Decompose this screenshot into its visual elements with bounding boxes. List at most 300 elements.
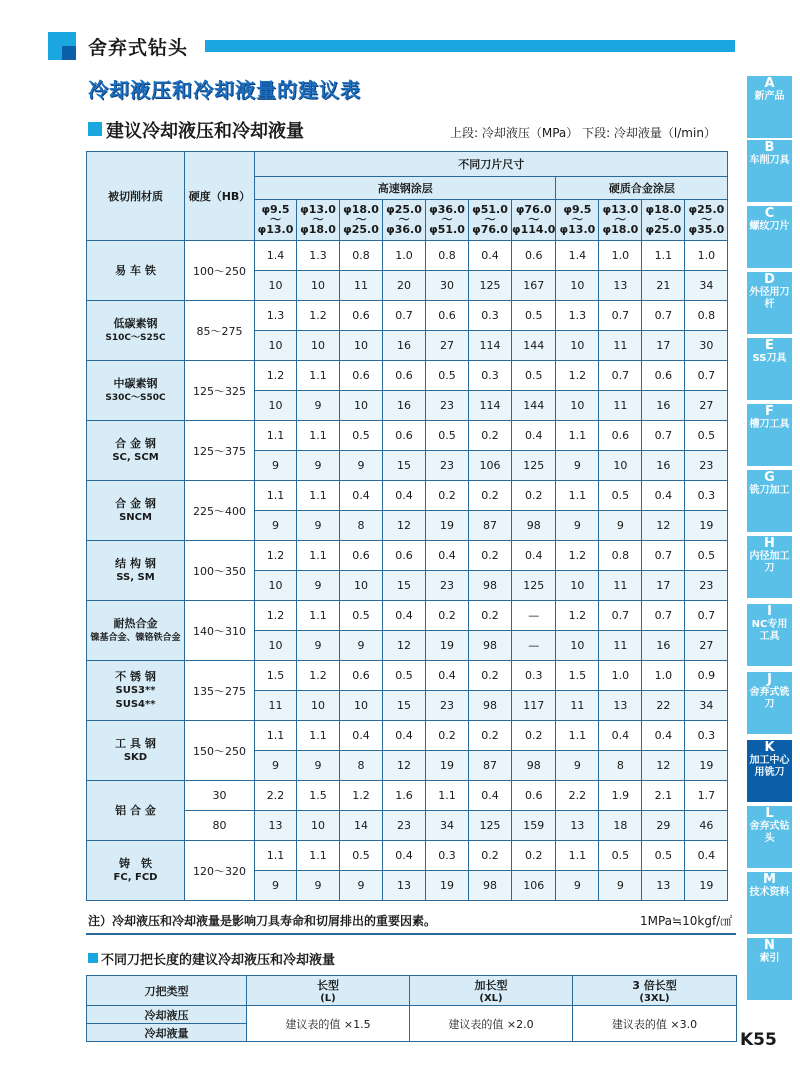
volume-value: 27: [426, 331, 469, 361]
pressure-value: 0.6: [383, 541, 426, 571]
volume-value: 98: [469, 571, 512, 601]
volume-value: 13: [556, 811, 599, 841]
volume-value: 10: [340, 691, 383, 721]
hardness-value: 225～400: [185, 481, 255, 541]
volume-value: 16: [383, 331, 426, 361]
hardness-value: 135～275: [185, 661, 255, 721]
header-diameter-range: φ18.0 ～ φ25.0: [340, 200, 383, 241]
pressure-value: 0.2: [469, 541, 512, 571]
volume-value: 20: [383, 271, 426, 301]
volume-value: 29: [642, 811, 685, 841]
volume-value: 14: [340, 811, 383, 841]
pressure-value: 0.5: [340, 841, 383, 871]
pressure-value: 1.2: [556, 361, 599, 391]
sidebar-tab-letter: D: [764, 272, 775, 287]
value-triple-long: 建议表的值 ×3.0: [573, 1006, 737, 1042]
pressure-value: 0.2: [426, 481, 469, 511]
volume-value: 9: [599, 871, 642, 901]
pressure-value: 0.4: [383, 721, 426, 751]
pressure-value: 0.6: [426, 301, 469, 331]
volume-value: 159: [512, 811, 556, 841]
pressure-value: 1.6: [383, 781, 426, 811]
material-name: 铸 铁 FC, FCD: [87, 841, 185, 901]
sidebar-tab[interactable]: [747, 404, 792, 466]
sidebar-tab[interactable]: [747, 206, 792, 268]
volume-value: 125: [469, 811, 512, 841]
pressure-value: 1.1: [297, 721, 340, 751]
volume-value: 9: [297, 571, 340, 601]
sidebar-tab[interactable]: [747, 470, 792, 532]
volume-value: 9: [297, 391, 340, 421]
volume-value: 10: [255, 271, 297, 301]
pressure-value: 1.1: [255, 721, 297, 751]
pressure-value: 1.2: [255, 601, 297, 631]
pressure-value: 0.4: [642, 721, 685, 751]
hardness-value: 85～275: [185, 301, 255, 361]
volume-value: 9: [556, 451, 599, 481]
pressure-value: 0.4: [512, 421, 556, 451]
volume-value: 19: [426, 871, 469, 901]
sidebar-tab-letter: H: [764, 536, 775, 551]
pressure-value: 0.6: [512, 241, 556, 271]
pressure-value: 0.5: [642, 841, 685, 871]
pressure-value: 0.4: [469, 241, 512, 271]
pressure-value: 1.1: [297, 601, 340, 631]
material-name: 合 金 钢 SC, SCM: [87, 421, 185, 481]
sidebar-tab[interactable]: [747, 140, 792, 202]
volume-value: 114: [469, 391, 512, 421]
header-holder-type: 刀把类型: [87, 976, 247, 1006]
volume-value: 9: [556, 751, 599, 781]
row-coolant-pressure: 冷却液压: [87, 1006, 247, 1024]
pressure-value: 1.2: [255, 541, 297, 571]
material-name: 低碳素钢 S10C～S25C: [87, 301, 185, 361]
volume-value: 34: [426, 811, 469, 841]
header-diameter-range: φ13.0 ～ φ18.0: [599, 200, 642, 241]
pressure-value: 0.3: [469, 301, 512, 331]
pressure-value: 0.5: [426, 361, 469, 391]
sidebar-tab-label: 技术资料: [749, 887, 790, 898]
volume-value: 10: [556, 631, 599, 661]
pressure-value: 0.5: [512, 301, 556, 331]
volume-value: 12: [383, 631, 426, 661]
sidebar-tab[interactable]: [747, 872, 792, 934]
header-extra-long: 加长型 (XL): [410, 976, 573, 1006]
pressure-value: 0.7: [642, 421, 685, 451]
header-insert-size: 不同刀片尺寸: [255, 152, 728, 177]
sidebar-tab-label: 舍弃式铣刀: [749, 687, 790, 710]
volume-value: 15: [383, 571, 426, 601]
volume-value: 87: [469, 511, 512, 541]
pressure-value: 0.6: [340, 301, 383, 331]
volume-value: 30: [426, 271, 469, 301]
coolant-table: [86, 151, 728, 901]
material-name: 易 车 铁: [87, 241, 185, 301]
volume-value: 10: [556, 391, 599, 421]
pressure-value: 1.5: [297, 781, 340, 811]
volume-value: 13: [255, 811, 297, 841]
pressure-value: 1.7: [685, 781, 728, 811]
pressure-value: 1.0: [599, 661, 642, 691]
material-name: 不 锈 钢 SUS3** SUS4**: [87, 661, 185, 721]
pressure-value: 0.5: [685, 541, 728, 571]
pressure-value: 0.4: [340, 721, 383, 751]
page-title: 舍弃式钻头: [88, 37, 189, 59]
section2-title: 不同刀把长度的建议冷却液压和冷却液量: [101, 953, 336, 968]
sidebar-tab[interactable]: [747, 76, 792, 138]
volume-value: 10: [340, 331, 383, 361]
pressure-value: 0.2: [512, 841, 556, 871]
pressure-value: 0.6: [383, 361, 426, 391]
material-name: 结 构 钢 SS, SM: [87, 541, 185, 601]
header-diameter-range: φ76.0 ～ φ114.0: [512, 200, 556, 241]
sidebar-tab[interactable]: [747, 672, 792, 734]
material-name: 合 金 钢 SNCM: [87, 481, 185, 541]
pressure-value: 0.2: [512, 481, 556, 511]
header-diameter-range: φ18.0 ～ φ25.0: [642, 200, 685, 241]
pressure-value: 0.9: [685, 661, 728, 691]
pressure-value: 0.4: [642, 481, 685, 511]
pressure-value: 1.0: [383, 241, 426, 271]
pressure-value: 0.8: [426, 241, 469, 271]
pressure-value: 0.6: [340, 661, 383, 691]
volume-value: 10: [599, 451, 642, 481]
volume-value: 16: [642, 391, 685, 421]
pressure-value: 1.2: [340, 781, 383, 811]
sidebar-tab[interactable]: [747, 806, 792, 868]
volume-value: 10: [255, 331, 297, 361]
pressure-value: 1.3: [556, 301, 599, 331]
material-name: 中碳素钢 S30C～S50C: [87, 361, 185, 421]
volume-value: 9: [297, 511, 340, 541]
pressure-value: 0.4: [426, 661, 469, 691]
pressure-value: 1.2: [297, 301, 340, 331]
divider: [86, 933, 736, 935]
header-material: 被切削材质: [87, 152, 185, 241]
volume-value: 17: [642, 571, 685, 601]
volume-value: 22: [642, 691, 685, 721]
pressure-value: 0.4: [340, 481, 383, 511]
volume-value: 9: [297, 871, 340, 901]
material-name: 铝 合 金: [87, 781, 185, 841]
pressure-value: 2.2: [255, 781, 297, 811]
pressure-value: 0.5: [685, 421, 728, 451]
sidebar-tab-letter: N: [764, 938, 775, 953]
volume-value: 30: [685, 331, 728, 361]
volume-value: 16: [642, 631, 685, 661]
volume-value: 19: [426, 511, 469, 541]
pressure-value: 1.9: [599, 781, 642, 811]
pressure-value: 0.7: [685, 601, 728, 631]
pressure-value: 0.4: [512, 541, 556, 571]
volume-value: 9: [297, 751, 340, 781]
sidebar-tab-letter: J: [767, 672, 772, 687]
volume-value: 10: [255, 571, 297, 601]
volume-value: 106: [512, 871, 556, 901]
sidebar-tab-letter: I: [767, 604, 772, 619]
volume-value: 46: [685, 811, 728, 841]
sidebar-tab-letter: G: [764, 470, 775, 485]
hardness-value: 120～320: [185, 841, 255, 901]
sidebar-tab[interactable]: [747, 938, 792, 1000]
volume-value: 10: [340, 391, 383, 421]
volume-value: 19: [685, 871, 728, 901]
hardness-value: 125～375: [185, 421, 255, 481]
header-hardness: 硬度（HB）: [185, 152, 255, 241]
pressure-value: 0.5: [599, 841, 642, 871]
volume-value: 13: [599, 271, 642, 301]
sidebar-tab[interactable]: [747, 272, 792, 334]
pressure-value: 0.3: [426, 841, 469, 871]
pressure-value: 1.3: [255, 301, 297, 331]
header-diameter-range: φ13.0 ～ φ18.0: [297, 200, 340, 241]
sidebar-tab[interactable]: [747, 604, 792, 666]
pressure-value: 0.5: [340, 421, 383, 451]
pressure-value: 0.2: [469, 661, 512, 691]
volume-value: 8: [599, 751, 642, 781]
volume-value: 19: [685, 751, 728, 781]
pressure-value: 1.5: [556, 661, 599, 691]
pressure-value: 0.2: [469, 601, 512, 631]
sidebar-tab-label: 铣刀加工: [749, 485, 790, 496]
header-diameter-range: φ51.0 ～ φ76.0: [469, 200, 512, 241]
material-name: 工 具 钢 SKD: [87, 721, 185, 781]
pressure-value: 1.4: [556, 241, 599, 271]
pressure-value: 1.1: [426, 781, 469, 811]
pressure-value: 0.7: [685, 361, 728, 391]
volume-value: 117: [512, 691, 556, 721]
row-coolant-volume: 冷却液量: [87, 1024, 247, 1042]
volume-value: 16: [642, 451, 685, 481]
volume-value: 10: [297, 691, 340, 721]
pressure-value: 0.6: [599, 421, 642, 451]
volume-value: 9: [297, 451, 340, 481]
sidebar-tab-letter: F: [765, 404, 774, 419]
pressure-value: 0.2: [469, 481, 512, 511]
pressure-value: 1.5: [255, 661, 297, 691]
volume-value: 9: [255, 871, 297, 901]
sidebar-tab[interactable]: [747, 338, 792, 400]
volume-value: 106: [469, 451, 512, 481]
sidebar-tab-label: 螺纹刀片: [749, 221, 790, 232]
sidebar-tab-label: 新产品: [754, 91, 785, 102]
sidebar-tab-label: NC专用工具: [751, 619, 788, 642]
pressure-value: 1.1: [255, 841, 297, 871]
sidebar-tab-label: 加工中心用铣刀: [749, 755, 790, 778]
sidebar-tab-label: SS刀具: [752, 353, 787, 364]
header-hss: 高速钢涂层: [255, 177, 556, 200]
pressure-value: 1.2: [297, 661, 340, 691]
pressure-value: 1.1: [255, 481, 297, 511]
volume-value: 11: [556, 691, 599, 721]
pressure-value: 0.3: [512, 661, 556, 691]
sidebar-tab-letter: C: [764, 206, 775, 221]
volume-value: 23: [426, 391, 469, 421]
volume-value: 87: [469, 751, 512, 781]
pressure-value: 0.8: [340, 241, 383, 271]
volume-value: 23: [685, 451, 728, 481]
sidebar-tab-letter: L: [765, 806, 774, 821]
pressure-value: 0.6: [512, 781, 556, 811]
sidebar-tab-label: 外径用刀杆: [749, 287, 790, 310]
volume-value: 9: [297, 631, 340, 661]
volume-value: 98: [469, 871, 512, 901]
pressure-value: 1.1: [297, 421, 340, 451]
volume-value: 9: [255, 751, 297, 781]
pressure-value: 0.4: [426, 541, 469, 571]
pressure-value: 1.1: [556, 721, 599, 751]
volume-value: 10: [556, 271, 599, 301]
volume-value: 15: [383, 691, 426, 721]
volume-value: 98: [469, 691, 512, 721]
volume-value: 125: [512, 571, 556, 601]
pressure-value: 1.3: [297, 241, 340, 271]
pressure-value: 1.0: [642, 661, 685, 691]
sidebar-tab[interactable]: [747, 740, 792, 802]
volume-value: 9: [255, 451, 297, 481]
volume-value: 144: [512, 331, 556, 361]
volume-value: 21: [642, 271, 685, 301]
volume-value: 10: [340, 571, 383, 601]
volume-value: 114: [469, 331, 512, 361]
sidebar-tab-letter: M: [763, 872, 776, 887]
pressure-value: 0.7: [383, 301, 426, 331]
value-extra-long: 建议表的值 ×2.0: [410, 1006, 573, 1042]
volume-value: 34: [685, 271, 728, 301]
volume-value: 9: [340, 631, 383, 661]
volume-value: 12: [383, 511, 426, 541]
volume-value: 10: [255, 631, 297, 661]
pressure-value: 1.2: [255, 361, 297, 391]
pressure-value: 0.6: [340, 361, 383, 391]
volume-value: 167: [512, 271, 556, 301]
volume-value: 19: [685, 511, 728, 541]
sidebar-tab[interactable]: [747, 536, 792, 598]
volume-value: 19: [426, 751, 469, 781]
volume-value: 23: [383, 811, 426, 841]
hardness-value: 100～250: [185, 241, 255, 301]
volume-value: 11: [340, 271, 383, 301]
volume-value: 23: [685, 571, 728, 601]
volume-value: 27: [685, 631, 728, 661]
volume-value: 9: [599, 511, 642, 541]
pressure-value: 0.4: [685, 841, 728, 871]
sidebar-tab-letter: E: [765, 338, 774, 353]
section-note: 上段: 冷却液压（MPa） 下段: 冷却液量（l/min）: [450, 126, 716, 140]
sidebar-tab-label: 槽刀工具: [749, 419, 790, 430]
pressure-value: 1.1: [255, 421, 297, 451]
pressure-value: 1.2: [556, 601, 599, 631]
pressure-value: 0.3: [685, 721, 728, 751]
header-diameter-range: φ9.5 ～ φ13.0: [556, 200, 599, 241]
volume-value: 10: [556, 571, 599, 601]
volume-value: 12: [642, 751, 685, 781]
pressure-value: 0.7: [642, 301, 685, 331]
volume-value: 12: [383, 751, 426, 781]
pressure-value: 1.1: [642, 241, 685, 271]
volume-value: 18: [599, 811, 642, 841]
volume-value: 10: [297, 271, 340, 301]
volume-value: 23: [426, 571, 469, 601]
sidebar-tab-letter: A: [764, 76, 775, 91]
footnote: 注）冷却液压和冷却液量是影响刀具寿命和切屑排出的重要因素。: [88, 914, 437, 928]
hardness-value: 150～250: [185, 721, 255, 781]
volume-value: 125: [512, 451, 556, 481]
volume-value: 11: [599, 391, 642, 421]
pressure-value: 1.2: [556, 541, 599, 571]
page-subtitle: 冷却液压和冷却液量的建议表: [88, 78, 361, 102]
pressure-value: 0.2: [426, 721, 469, 751]
header-diameter-range: φ25.0 ～ φ35.0: [685, 200, 728, 241]
value-long: 建议表的值 ×1.5: [247, 1006, 410, 1042]
volume-value: 10: [297, 811, 340, 841]
hardness-value: 140～310: [185, 601, 255, 661]
pressure-value: 0.4: [383, 601, 426, 631]
pressure-value: 1.1: [556, 481, 599, 511]
volume-value: 23: [426, 691, 469, 721]
pressure-value: 0.4: [383, 841, 426, 871]
pressure-value: 0.6: [383, 421, 426, 451]
pressure-value: 0.5: [340, 601, 383, 631]
volume-value: 23: [426, 451, 469, 481]
pressure-value: 1.1: [297, 481, 340, 511]
volume-value: 11: [255, 691, 297, 721]
hardness-value: 100～350: [185, 541, 255, 601]
volume-value: 13: [383, 871, 426, 901]
pressure-value: 0.4: [599, 721, 642, 751]
pressure-value: 0.7: [599, 601, 642, 631]
pressure-value: 0.2: [469, 421, 512, 451]
pressure-value: 1.0: [599, 241, 642, 271]
pressure-value: 0.8: [685, 301, 728, 331]
volume-value: 27: [685, 391, 728, 421]
section2-marker: [88, 953, 98, 963]
volume-value: 13: [642, 871, 685, 901]
pressure-value: 0.8: [599, 541, 642, 571]
volume-value: 13: [599, 691, 642, 721]
hardness-value: 30: [185, 781, 255, 811]
pressure-value: 0.3: [685, 481, 728, 511]
page-number: K55: [740, 1030, 777, 1050]
pressure-value: 0.2: [469, 721, 512, 751]
volume-value: 11: [599, 571, 642, 601]
sidebar-tab-label: 索引: [759, 953, 780, 964]
sidebar-tab-letter: K: [764, 740, 775, 755]
pressure-value: —: [512, 601, 556, 631]
pressure-value: 0.5: [599, 481, 642, 511]
volume-value: 144: [512, 391, 556, 421]
volume-value: 11: [599, 331, 642, 361]
pressure-value: 0.3: [469, 361, 512, 391]
pressure-value: 1.1: [297, 841, 340, 871]
volume-value: 9: [340, 451, 383, 481]
sidebar-tab-label: 内径加工刀: [749, 551, 790, 574]
pressure-value: 0.2: [512, 721, 556, 751]
unit-note: 1MPa≒10kgf/㎠: [640, 914, 733, 928]
pressure-value: 2.2: [556, 781, 599, 811]
pressure-value: 1.0: [685, 241, 728, 271]
pressure-value: 1.4: [255, 241, 297, 271]
pressure-value: 1.1: [556, 421, 599, 451]
pressure-value: 1.1: [297, 361, 340, 391]
pressure-value: 0.6: [340, 541, 383, 571]
volume-value: 98: [512, 751, 556, 781]
volume-value: 9: [340, 871, 383, 901]
pressure-value: 0.4: [383, 481, 426, 511]
pressure-value: 0.5: [512, 361, 556, 391]
pressure-value: 0.5: [426, 421, 469, 451]
volume-value: 34: [685, 691, 728, 721]
